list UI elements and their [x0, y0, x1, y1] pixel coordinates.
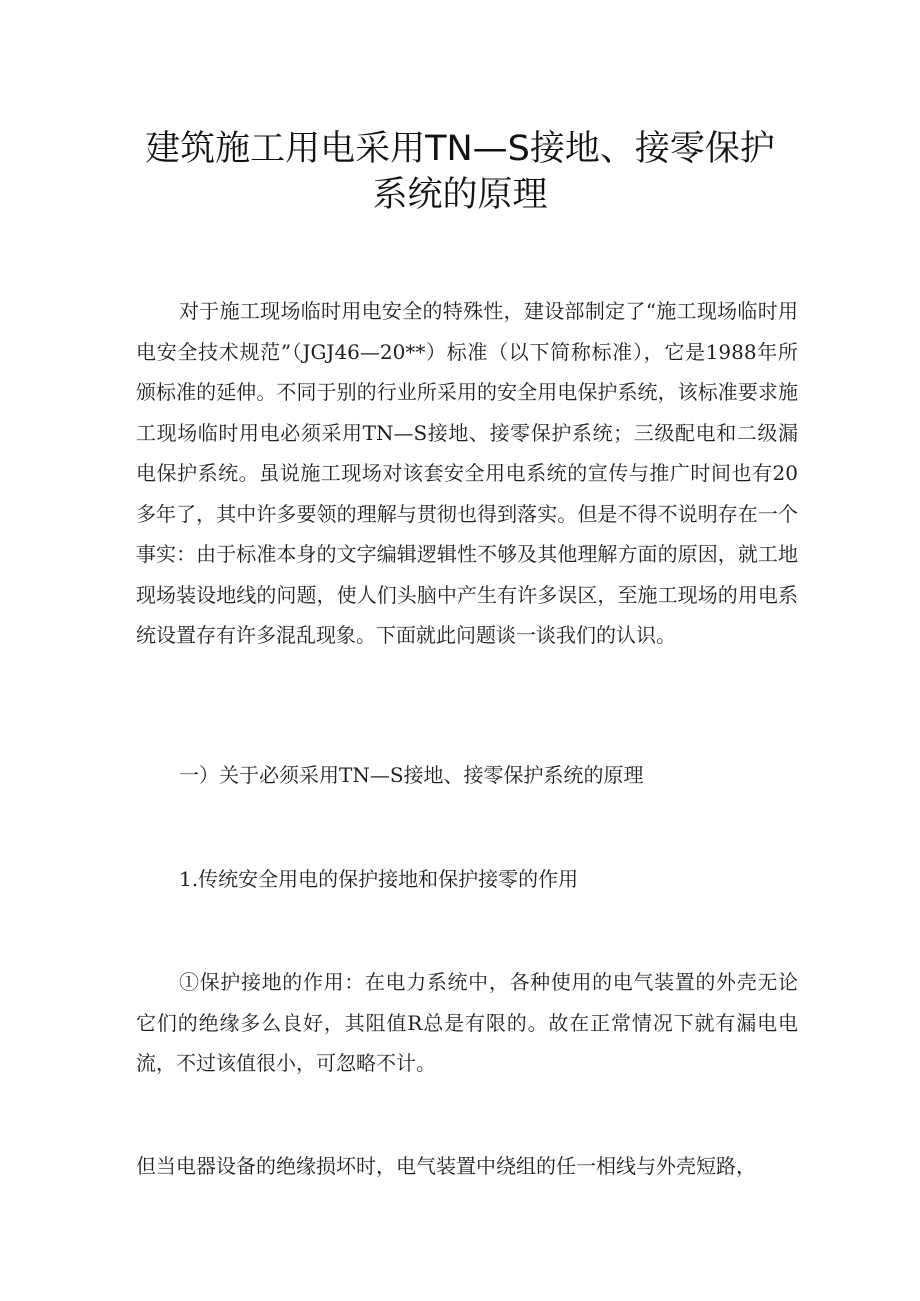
- subsection-heading-1: 1.传统安全用电的保护接地和保护接零的作用: [179, 867, 579, 891]
- protective-grounding-paragraph: ①保护接地的作用：在电力系统中，各种使用的电气装置的外壳无论它们的绝缘多么良好，其阻值R总是有限的。故在正常情况下就有漏电电流，不过该值很小，可忽略不计。: [136, 970, 798, 1075]
- section-heading-1: 一）关于必须采用TN—S接地、接零保护系统的原理: [179, 763, 644, 787]
- document-title-line-1: 建筑施工用电采用TN—S接地、接零保护: [145, 129, 775, 169]
- insulation-failure-paragraph: 但当电器设备的绝缘损坏时，电气装置中绕组的任一相线与外壳短路，: [136, 1154, 756, 1178]
- document-title-line-2: 系统的原理: [372, 175, 548, 215]
- intro-paragraph: 对于施工现场临时用电安全的特殊性，建设部制定了“施工现场临时用电安全技术规范”（JGJ46—20**）标准（以下简称标准），它是1988年所颁标准的延伸。不同于别的行业所采用的安全用电保护系统，该标准要求施工现场临时用电必须采用TN—S接地、接零保护系统；三级配电和二级漏电保护系统。虽说施工现场对该套安全用电系统的宣传与推广时间也有20多年了，其中许多要领的理解与贯彻也得到落实。但是不得不说明存在一个事实：由于标准本身的文字编辑逻辑性不够及其他理解方面的原因，就工地现场装设地线的问题，使人们头脑中产生有许多误区，至施工现场的用电系统设置存有许多混乱现象。下面就此问题谈一谈我们的认识。: [136, 299, 798, 647]
